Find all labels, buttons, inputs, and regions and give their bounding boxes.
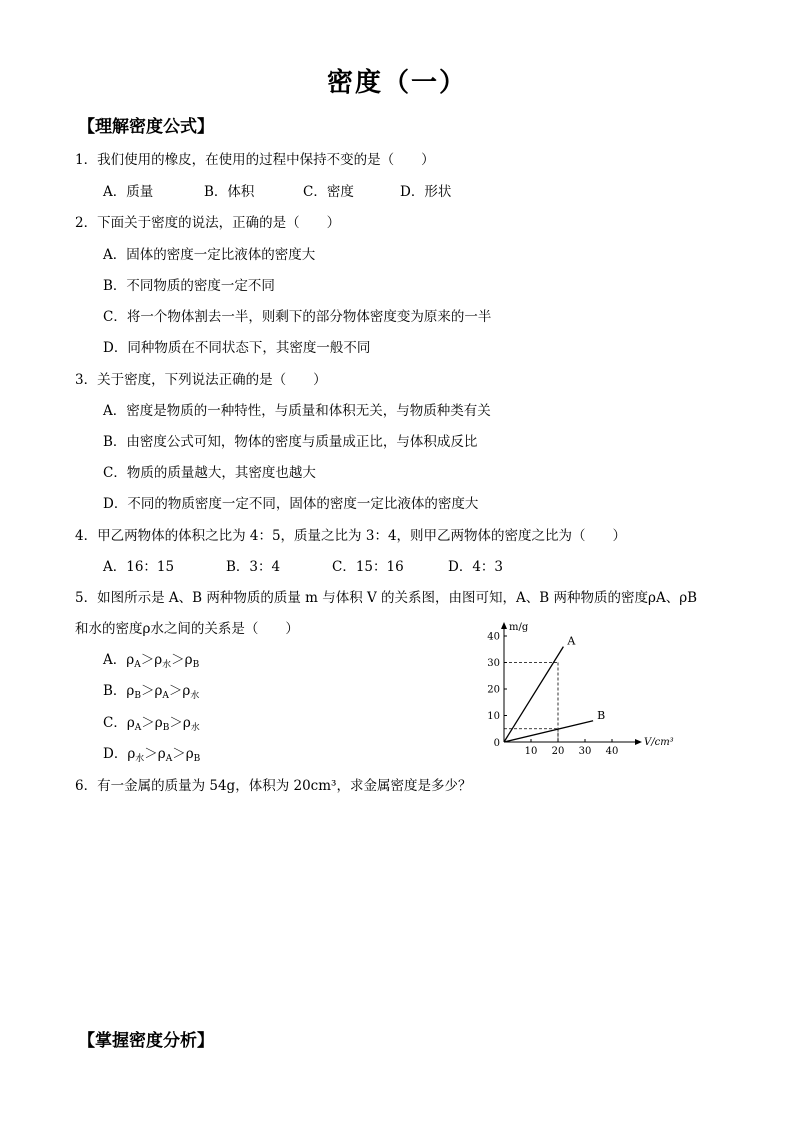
y-axis-label: m/g [509, 622, 529, 633]
x-tick-label: 30 [578, 746, 592, 757]
x-tick-label: 20 [551, 746, 565, 757]
section-heading-1: 【理解密度公式】 [78, 117, 214, 137]
q4-option-a: A．16：15 [103, 559, 175, 575]
q5-option-b: B．$\rho_B>\rho_A>\rho_水$ [103, 683, 200, 701]
q3-option-a: A．密度是物质的一种特性，与质量和体积无关，与物质种类有关 [103, 403, 491, 419]
section-heading-2: 【掌握密度分析】 [78, 1031, 214, 1051]
y-tick-label: 40 [487, 631, 500, 643]
q1-option-d: D．形状 [400, 184, 452, 200]
y-tick-label: 30 [487, 658, 500, 669]
x-tick-label: 40 [605, 746, 619, 757]
q1-option-a: A．质量 [103, 184, 154, 200]
question-1-stem: 1．我们使用的橡皮，在使用的过程中保持不变的是（ ） [75, 152, 435, 168]
y-tick-label: 10 [487, 711, 500, 722]
question-6-stem: 6．有一金属的质量为 54g，体积为 20cm³，求金属密度是多少？ [75, 778, 472, 794]
q4-option-c: C．15：16 [332, 559, 404, 575]
question-4-stem: 4．甲乙两物体的体积之比为 4：5，质量之比为 3：4，则甲乙两物体的密度之比为（ ） [75, 528, 627, 544]
question-5-stem-line-1: 5．如图所示是 A、B 两种物质的质量 m 与体积 V 的关系图，由图可知，A、B 两种物质的密度ρA、ρB [75, 590, 698, 606]
q5-option-d: D．$\rho_水>\rho_A>\rho_B$ [103, 746, 201, 764]
q5-option-c: C．$\rho_A>\rho_B>\rho_水$ [103, 715, 200, 733]
q4-option-b: B．3：4 [226, 559, 281, 575]
q4-option-d: D．4：3 [448, 559, 504, 575]
x-axis-label: V/cm³ [644, 737, 674, 748]
q3-option-d: D．不同的物质密度一定不同，固体的密度一定比液体的密度大 [103, 496, 479, 512]
q5-option-a: A．$\rho_A>\rho_水>\rho_B$ [103, 652, 200, 670]
y-tick-label: 20 [487, 684, 500, 696]
q2-option-a: A．固体的密度一定比液体的密度大 [103, 247, 316, 263]
series-line-a [504, 647, 563, 742]
series-label-a: A [567, 634, 576, 648]
question-5-stem-line-2: 和水的密度ρ水之间的关系是（ ） [75, 621, 299, 637]
q1-option-b: B．体积 [204, 184, 255, 200]
q3-option-b: B．由密度公式可知，物体的密度与质量成正比，与体积成反比 [103, 434, 478, 450]
question-2-stem: 2．下面关于密度的说法，正确的是（ ） [75, 215, 341, 231]
series-line-b [504, 721, 593, 742]
q2-option-b: B．不同物质的密度一定不同 [103, 278, 275, 294]
y-axis-arrow [501, 622, 507, 629]
x-axis-arrow [635, 739, 642, 745]
q3-option-c: C．物质的质量越大，其密度也越大 [103, 465, 316, 481]
origin-label: 0 [493, 738, 500, 749]
x-tick-label: 10 [524, 746, 538, 757]
q2-option-d: D．同种物质在不同状态下，其密度一般不同 [103, 340, 371, 356]
question-3-stem: 3．关于密度，下列说法正确的是（ ） [75, 372, 327, 388]
mass-volume-chart [478, 612, 678, 762]
page-title: 密度（一） [326, 68, 467, 98]
series-label-b: B [597, 708, 606, 722]
q1-option-c: C．密度 [303, 184, 354, 200]
q2-option-c: C．将一个物体割去一半，则剩下的部分物体密度变为原来的一半 [103, 309, 492, 325]
